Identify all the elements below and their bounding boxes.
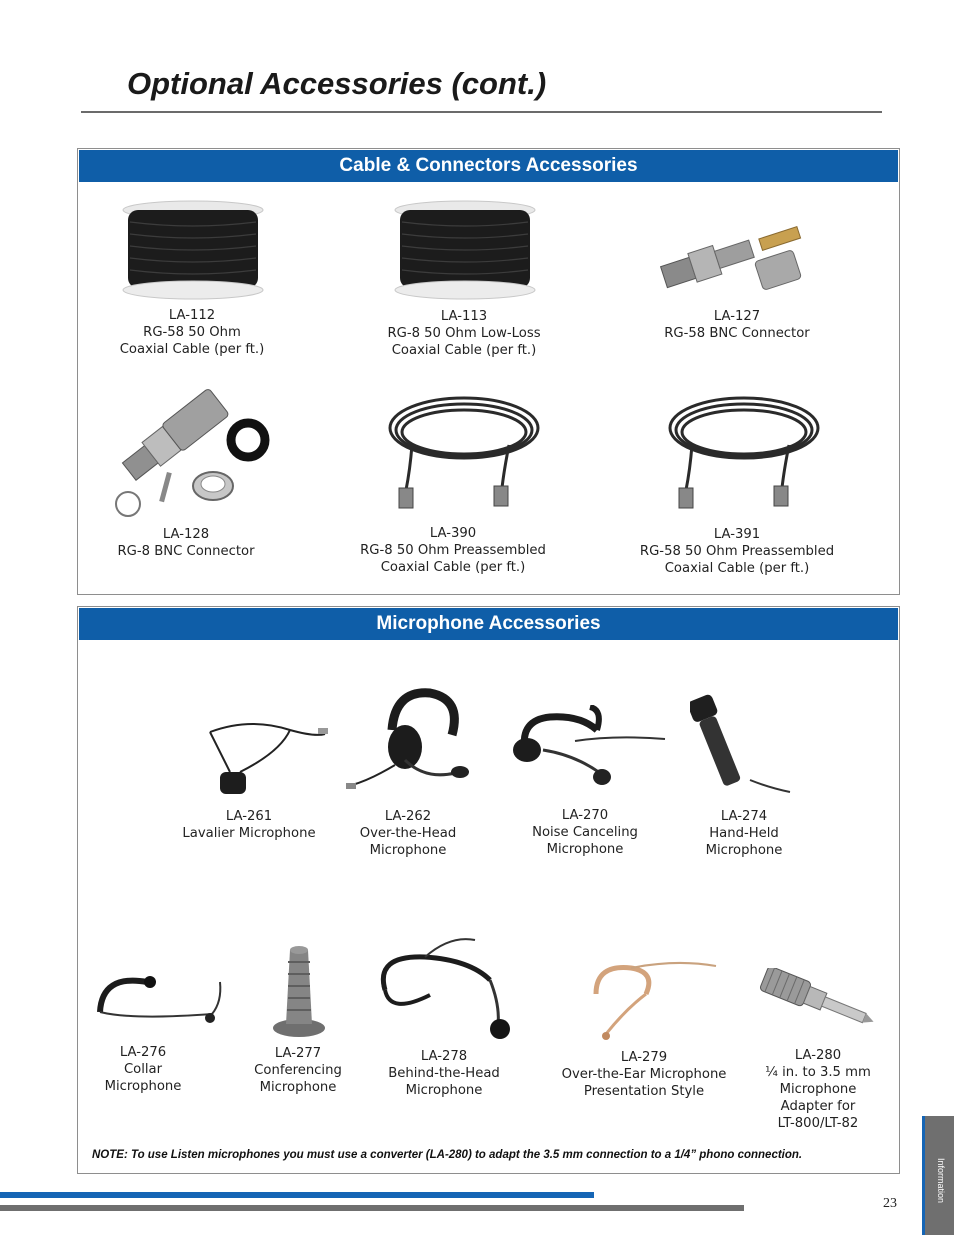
item-desc: Conferencing	[254, 1063, 342, 1078]
item-desc: Behind-the-Head	[388, 1066, 500, 1081]
item-desc: Collar	[123, 1062, 163, 1077]
page-title: Optional Accessories (cont.)	[127, 66, 547, 101]
section-tab[interactable]	[922, 1116, 954, 1235]
item-desc: RG-8 BNC Connector	[117, 544, 255, 559]
item-desc: Coaxial Cable (per ft.)	[380, 560, 526, 575]
headset-mic-icon	[340, 685, 475, 800]
coiled-cable-icon	[384, 390, 544, 515]
caption-la-113	[387, 308, 540, 359]
behind-head-mic-icon	[370, 935, 520, 1045]
item-desc: Over-the-Head	[359, 826, 457, 841]
item-desc: RG-58 50 Ohm Preassembled	[639, 544, 835, 559]
item-desc: Lavalier Microphone	[182, 826, 316, 841]
section-tab-label: Information	[936, 1158, 946, 1204]
item-desc: Noise Canceling	[532, 825, 638, 840]
bnc-connector-icon	[650, 205, 820, 300]
item-desc: RG-8 50 Ohm Preassembled	[360, 543, 546, 558]
footer-blue-bar	[0, 1192, 594, 1198]
item-desc: Coaxial Cable (per ft.)	[119, 342, 265, 357]
item-desc: Adapter for	[780, 1099, 856, 1114]
item-desc: RG-58 50 Ohm	[143, 325, 241, 340]
caption-la-261	[182, 808, 315, 842]
caption-la-390	[360, 525, 546, 576]
caption-la-276	[105, 1044, 182, 1095]
item-desc: RG-8 50 Ohm Low-Loss	[387, 326, 541, 341]
item-code: LA-112	[168, 308, 216, 323]
item-code: LA-274	[720, 809, 768, 824]
converter-note: NOTE: To use Listen microphones you must use a converter (LA-280) to adapt the 3.5 mm connection to a 1/4” phono connection.	[92, 1149, 803, 1161]
item-desc: Microphone	[405, 1083, 483, 1098]
item-desc: Microphone	[369, 843, 447, 858]
caption-la-278	[388, 1048, 500, 1099]
item-code: LA-270	[561, 808, 609, 823]
item-code: LA-390	[429, 526, 477, 541]
item-code: LA-277	[274, 1046, 322, 1061]
title-divider	[81, 111, 882, 113]
item-desc: Hand-Held	[709, 826, 779, 841]
item-code: LA-276	[119, 1045, 167, 1060]
item-desc: Presentation Style	[583, 1084, 705, 1099]
item-code: LA-261	[225, 809, 273, 824]
noise-canceling-mic-icon	[505, 705, 670, 790]
caption-la-280	[765, 1047, 871, 1132]
item-desc: ¼ in. to 3.5 mm	[765, 1065, 871, 1080]
item-desc: RG-58 BNC Connector	[664, 326, 810, 341]
caption-la-279	[562, 1049, 727, 1100]
bnc-connector-kit-icon	[108, 380, 273, 520]
item-code: LA-391	[713, 527, 761, 542]
item-desc: Over-the-Ear Microphone	[561, 1067, 727, 1082]
over-ear-mic-icon	[576, 954, 726, 1049]
caption-la-277	[254, 1045, 342, 1096]
item-code: LA-127	[713, 309, 761, 324]
lavalier-mic-icon	[200, 712, 330, 807]
phono-adapter-icon	[752, 968, 887, 1038]
item-desc: Microphone	[104, 1079, 182, 1094]
item-desc: LT-800/LT-82	[777, 1116, 859, 1131]
item-code: LA-128	[162, 527, 210, 542]
caption-la-262	[360, 808, 457, 859]
item-code: LA-262	[384, 809, 432, 824]
page-number: 23	[883, 1196, 897, 1211]
caption-la-270	[532, 807, 638, 858]
cable-spool-icon	[394, 200, 536, 300]
caption-la-274	[706, 808, 783, 859]
item-code: LA-279	[620, 1050, 668, 1065]
microphone-section-heading: Microphone Accessories	[79, 608, 898, 640]
caption-la-127	[664, 308, 809, 342]
cable-section-heading: Cable & Connectors Accessories	[79, 150, 898, 182]
item-desc: Microphone	[546, 842, 624, 857]
coiled-cable-icon	[664, 390, 824, 515]
item-code: LA-278	[420, 1049, 468, 1064]
handheld-mic-icon	[690, 688, 800, 798]
item-desc: Coaxial Cable (per ft.)	[391, 343, 537, 358]
item-desc: Microphone	[705, 843, 783, 858]
item-desc: Coaxial Cable (per ft.)	[664, 561, 810, 576]
item-code: LA-113	[440, 309, 488, 324]
caption-la-112	[120, 307, 265, 358]
item-code: LA-280	[794, 1048, 842, 1063]
item-desc: Microphone	[259, 1080, 337, 1095]
caption-la-391	[640, 526, 834, 577]
cable-spool-icon	[122, 200, 264, 300]
collar-mic-icon	[92, 962, 242, 1032]
conference-mic-icon	[268, 942, 330, 1038]
footer-gray-bar	[0, 1205, 744, 1211]
item-desc: Microphone	[779, 1082, 857, 1097]
caption-la-128	[117, 526, 254, 560]
